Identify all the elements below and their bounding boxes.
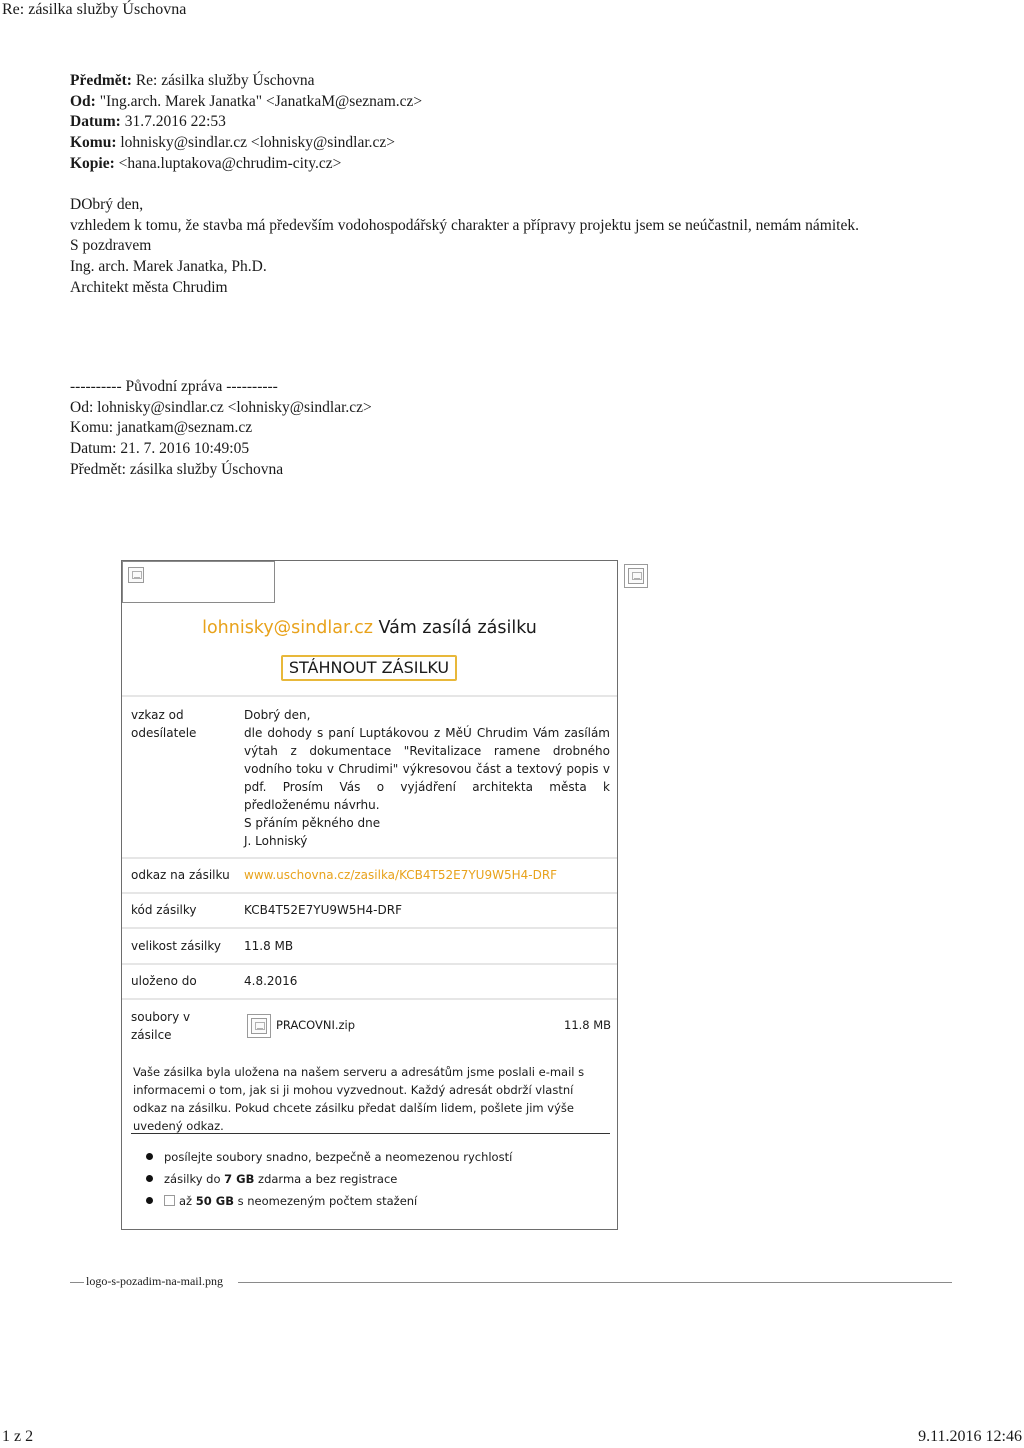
message-label: vzkaz od odesílatele: [131, 708, 197, 740]
bullet-dot-icon: [146, 1175, 153, 1182]
download-button[interactable]: STÁHNOUT ZÁSILKU: [281, 655, 457, 681]
attachment-filename[interactable]: logo-s-pozadim-na-mail.png: [86, 1274, 223, 1288]
link-label: odkaz na zásilku: [131, 868, 230, 882]
card-divider: [122, 892, 617, 894]
original-separator: ---------- Původní zpráva ----------: [70, 378, 278, 395]
stored-value: 4.8.2016: [244, 974, 298, 988]
code-label: kód zásilky: [131, 903, 197, 917]
page-number: 1 z 2: [2, 1428, 34, 1445]
body-line: DObrý den,: [70, 196, 144, 213]
card-divider: [122, 963, 617, 965]
body-line: Ing. arch. Marek Janatka, Ph.D.: [70, 258, 267, 276]
broken-image-icon: [164, 1195, 175, 1206]
attachment-rule: [238, 1282, 952, 1283]
date-label: Datum:: [70, 113, 121, 131]
file-name[interactable]: PRACOVNI.zip: [276, 1018, 356, 1032]
from-value[interactable]: "Ing.arch. Marek Janatka" <JanatkaM@seznam.cz>: [99, 92, 423, 110]
print-datetime: 9.11.2016 12:46: [918, 1428, 1022, 1445]
original-date: Datum: 21. 7. 2016 10:49:05: [70, 440, 250, 458]
from-label: Od:: [70, 92, 96, 110]
card-divider: [122, 927, 617, 929]
original-message: [70, 377, 372, 481]
bullet-dot-icon: [146, 1197, 153, 1204]
original-to: Komu: janatkam@seznam.cz: [70, 419, 253, 437]
file-size: 11.8 MB: [564, 1018, 612, 1032]
feature-bullet: až 50 GB s neomezeným počtem stažení: [146, 1192, 417, 1210]
card-divider: [122, 857, 617, 859]
to-label: Komu:: [70, 134, 117, 152]
files-label: soubory v zásilce: [131, 1010, 191, 1042]
file-icon[interactable]: [247, 1014, 271, 1038]
to-line: [70, 133, 422, 154]
body-line: S pozdravem: [70, 237, 152, 255]
body-line: vzhledem k tomu, že stavba má především vodohospodářský charakter a přípravy projektu jsem se neúčastnil, nemám námitek.: [70, 216, 859, 234]
cc-line: [70, 154, 422, 175]
feature-bullet: posílejte soubory snadno, bezpečně a neomezenou rychlostí: [146, 1148, 512, 1166]
card-title: [122, 618, 617, 638]
download-link[interactable]: www.uschovna.cz/zasilka/KCB4T52E7YU9W5H4-DRF: [244, 868, 558, 882]
email-headers: [70, 71, 422, 175]
feature-bullet: zásilky do 7 GB zdarma a bez registrace: [146, 1170, 397, 1188]
code-value: KCB4T52E7YU9W5H4-DRF: [244, 903, 402, 917]
to-value[interactable]: lohnisky@sindlar.cz <lohnisky@sindlar.cz>: [120, 134, 396, 152]
cc-label: Kopie:: [70, 154, 115, 172]
card-title-rest: Vám zasílá zásilku: [372, 618, 537, 638]
email-body: [70, 195, 859, 299]
size-value: 11.8 MB: [244, 939, 294, 953]
broken-image-icon: [128, 567, 144, 583]
original-from: Od: lohnisky@sindlar.cz <lohnisky@sindlar.cz>: [70, 398, 372, 416]
date-line: [70, 112, 422, 133]
sender-message: Dobrý den, dle dohody s paní Luptákovou z MěÚ Chrudim Vám zasílám výtah z dokumentace "Revitalizace ramene drobného vodního toku v Chrudimi" výkresovou část a textový popis v pdf. Prosím Vás o vyjádření architekta města k předloženému návrhu. S přáním pěkného dne J. Lohniský: [244, 708, 610, 848]
from-line: [70, 92, 422, 113]
subject-line: [70, 71, 422, 92]
logo-placeholder: [122, 561, 275, 603]
broken-image-icon: [628, 568, 644, 584]
original-subject: Předmět: zásilka služby Úschovna: [70, 460, 284, 478]
sender-email[interactable]: lohnisky@sindlar.cz: [202, 618, 373, 638]
cc-value[interactable]: <hana.luptakova@chrudim-city.cz>: [118, 154, 342, 172]
notice-text: Vaše zásilka byla uložena na našem serveru a adresátům jsme poslali e-mail s informacemi o tom, jak si ji mohou vyzvednout. Každý adresát obdrží vlastní odkaz na zásilku. Pokud chcete zásilku předat dalším lidem, pošlete jim výše uvedený odkaz.: [133, 1065, 585, 1133]
attachment-rule: [70, 1282, 84, 1283]
page-header-title: Re: zásilka služby Úschovna: [2, 1, 187, 18]
card-divider: [122, 998, 617, 1000]
side-image-placeholder: [624, 564, 648, 588]
body-line: Architekt města Chrudim: [70, 278, 228, 296]
card-divider: [122, 695, 617, 697]
subject-label: Předmět:: [70, 72, 132, 89]
size-label: velikost zásilky: [131, 939, 221, 953]
broken-image-icon: [251, 1018, 267, 1034]
stored-label: uloženo do: [131, 974, 197, 988]
bullet-dot-icon: [146, 1153, 153, 1160]
notice-divider: [131, 1133, 610, 1134]
subject-value: Re: zásilka služby Úschovna: [135, 72, 315, 89]
date-value: 31.7.2016 22:53: [124, 113, 226, 131]
